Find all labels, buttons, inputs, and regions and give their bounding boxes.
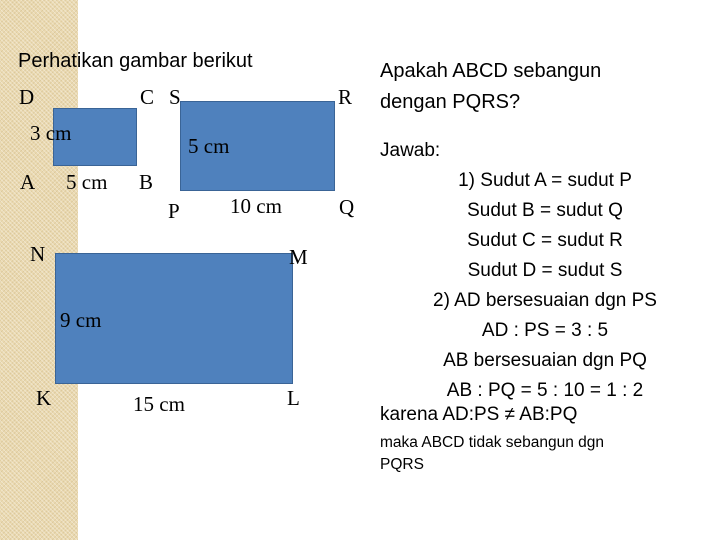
vertex-n-label: N — [30, 242, 46, 266]
vertex-d-label: D — [19, 85, 35, 109]
answer-line: AD : PS = 3 : 5 — [481, 320, 609, 341]
vertex-b-label: B — [139, 170, 154, 194]
answer-line: AB bersesuaian dgn PQ — [443, 350, 647, 371]
side-ps-length: 5 cm — [188, 134, 230, 158]
vertex-s-label: S — [169, 85, 181, 109]
answer-line: Sudut C = sudut R — [467, 230, 623, 251]
vertex-a-label: A — [20, 170, 36, 194]
vertex-r-label: R — [338, 85, 353, 109]
vertex-q-label: Q — [339, 195, 355, 219]
question-text — [380, 56, 601, 118]
side-nk-length: 9 cm — [60, 308, 102, 332]
answer-steps — [380, 166, 710, 406]
answer-reason: karena AD:PS ≠ AB:PQ — [380, 404, 578, 425]
side-ad-length: 3 cm — [30, 121, 72, 145]
answer-line: Sudut B = sudut Q — [467, 200, 623, 221]
question-line: Apakah ABCD sebangun — [380, 60, 602, 82]
side-kl-length: 15 cm — [133, 392, 185, 416]
vertex-m-label: M — [289, 245, 308, 269]
answer-conclusion — [380, 432, 604, 476]
conclusion-line: maka ABCD tidak sebangun dgn — [380, 434, 605, 451]
side-pq-length: 10 cm — [230, 194, 282, 218]
answer-heading: Jawab: — [380, 140, 441, 161]
vertex-k-label: K — [36, 386, 52, 410]
question-line: dengan PQRS? — [380, 91, 521, 113]
vertex-c-label: C — [140, 85, 155, 109]
side-ab-length: 5 cm — [66, 170, 108, 194]
vertex-l-label: L — [287, 386, 300, 410]
answer-line: 1) Sudut A = sudut P — [458, 170, 632, 191]
answer-line: 2) AD bersesuaian dgn PS — [433, 290, 657, 311]
answer-line: Sudut D = sudut S — [467, 260, 623, 281]
conclusion-line: PQRS — [380, 456, 424, 473]
answer-line: AB : PQ = 5 : 10 = 1 : 2 — [446, 380, 644, 401]
slide-title: Perhatikan gambar berikut — [18, 50, 253, 72]
vertex-p-label: P — [168, 199, 180, 223]
